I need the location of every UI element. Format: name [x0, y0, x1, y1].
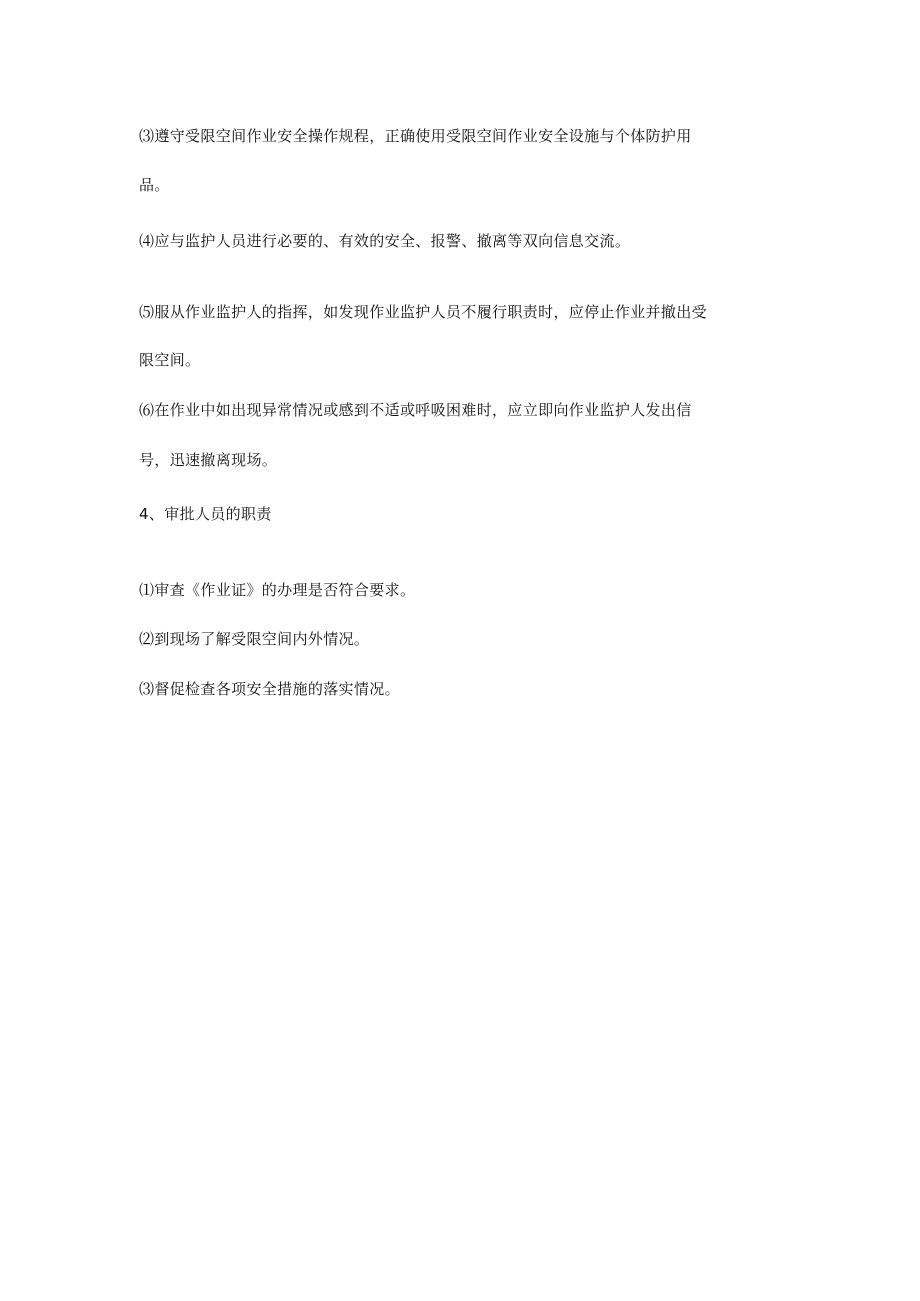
paragraph-item-4: ⑷应与监护人员进行必要的、有效的安全、报警、撤离等双向信息交流。 [139, 232, 631, 250]
paragraph-item-5-line-1: ⑸服从作业监护人的指挥，如发现作业监护人员不履行职责时，应停止作业并撤出受 [139, 303, 707, 321]
approver-item-2: ⑵到现场了解受限空间内外情况。 [139, 630, 370, 648]
paragraph-item-6-line-2: 号，迅速撤离现场。 [139, 451, 278, 469]
section-heading: 4、审批人员的职责 [139, 505, 272, 523]
approver-item-3: ⑶督促检查各项安全措施的落实情况。 [139, 680, 400, 698]
paragraph-item-5-line-2: 限空间。 [139, 351, 201, 369]
paragraph-item-6-line-1: ⑹在作业中如出现异常情况或感到不适或呼吸困难时，应立即向作业监护人发出信 [139, 401, 692, 419]
paragraph-item-3-line-1: ⑶遵守受限空间作业安全操作规程，正确使用受限空间作业安全设施与个体防护用 [139, 127, 692, 145]
paragraph-item-3-line-2: 品。 [139, 176, 170, 194]
approver-item-1: ⑴审查《作业证》的办理是否符合要求。 [139, 581, 416, 599]
